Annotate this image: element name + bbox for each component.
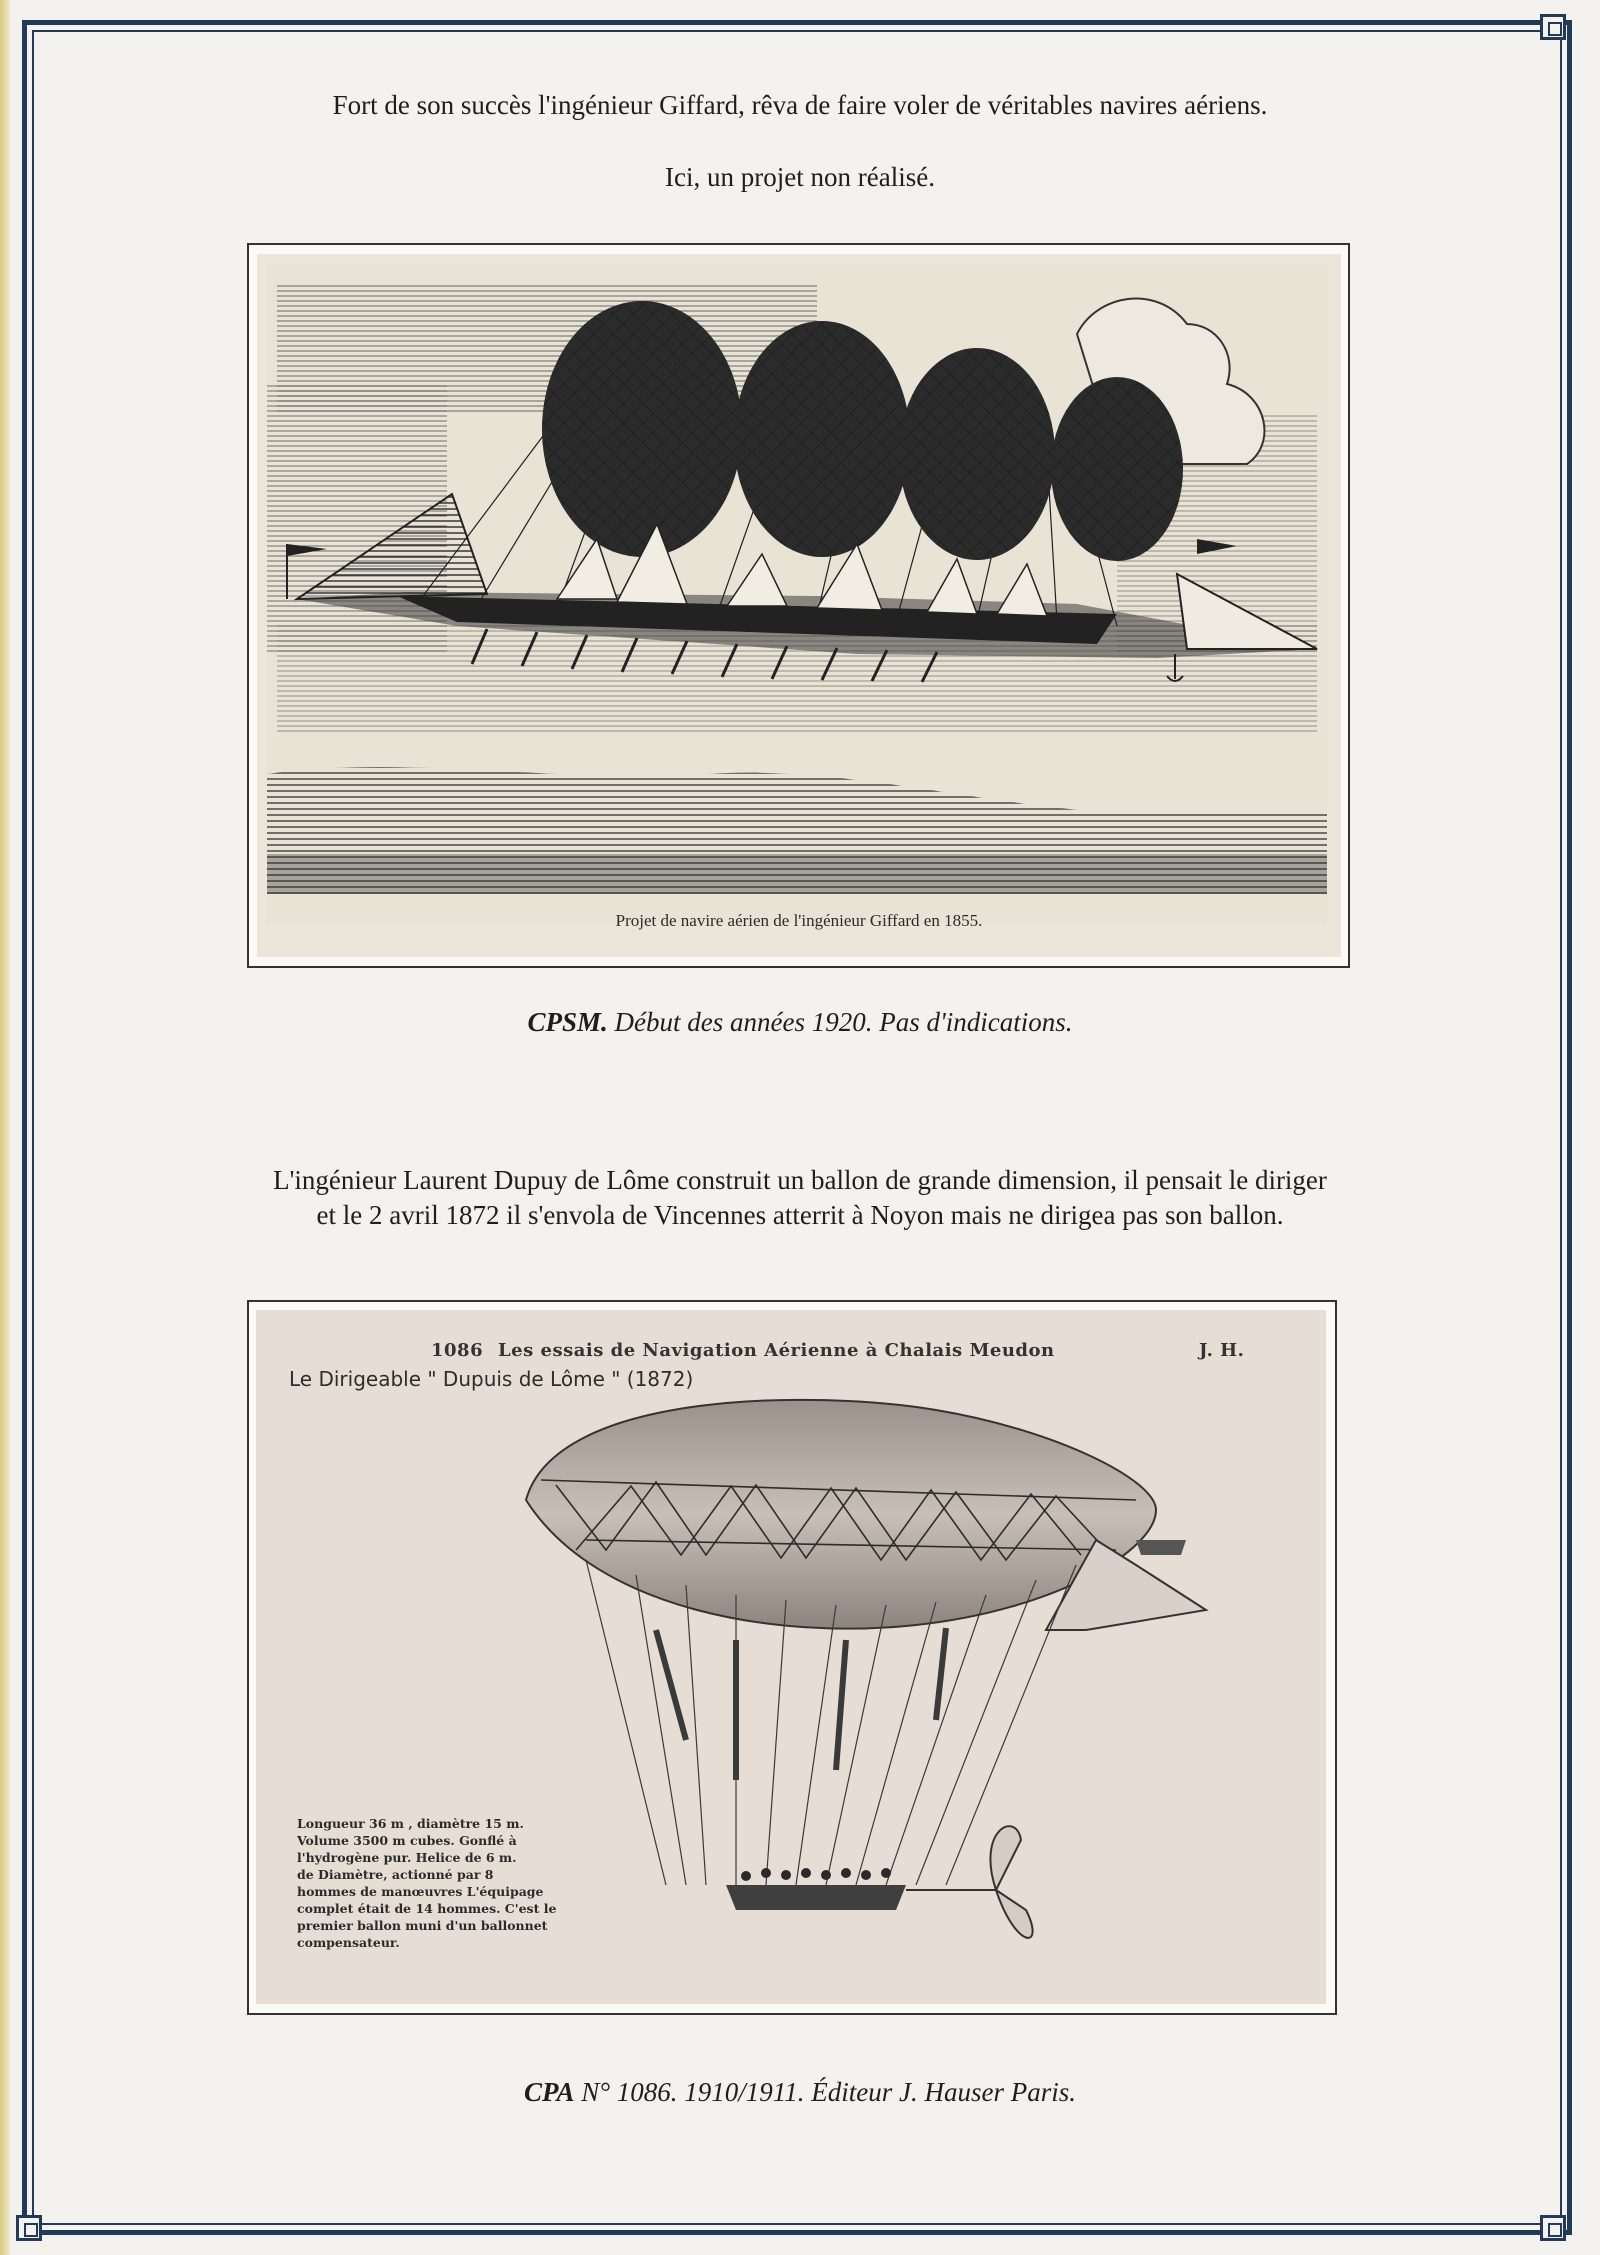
section1-intro-line1: Fort de son succès l'ingénieur Giffard, rêva de faire voler de véritables navires aériens. [332, 90, 1268, 120]
postcard1-giffard-airship [257, 254, 1341, 957]
description-line: premier ballon muni d'un ballonnet [297, 1918, 548, 1933]
postcard2-title: Le Dirigeable " Dupuis de Lôme " (1872) [289, 1367, 694, 1391]
frame-corner-ornament [16, 2215, 42, 2241]
postcard2-dupuy-de-lome [256, 1310, 1326, 2004]
description-line: hommes de manœuvres L'équipage [297, 1884, 544, 1899]
section1-intro-line2: Ici, un projet non réalisé. [665, 162, 935, 192]
postcard2-number: 1086 [431, 1340, 484, 1361]
frame-corner-ornament [1540, 14, 1566, 40]
postcard1-illustration [257, 254, 1341, 957]
postcard2-type: CPA [523, 2077, 575, 2107]
postcard2-description [0, 2077, 1600, 2108]
description-line: l'hydrogène pur. Helice de 6 m. [297, 1850, 517, 1865]
postcard2-details: N° 1086. 1910/1911. Éditeur J. Hauser Paris. [574, 2077, 1077, 2107]
postcard2-publisher-mark: J. H. [1199, 1340, 1245, 1361]
page-left-edge [0, 0, 10, 2255]
section2-intro-line2: et le 2 avril 1872 il s'envola de Vincennes atterrit à Noyon mais ne dirigea pas son ballon. [316, 1200, 1284, 1230]
description-line: Longueur 36 m , diamètre 15 m. [297, 1816, 524, 1831]
section2-intro-line1: L'ingénieur Laurent Dupuy de Lôme construit un ballon de grande dimension, il pensait le diriger [273, 1165, 1327, 1195]
description-line: complet était de 14 hommes. C'est le [297, 1901, 557, 1916]
postcard2-series: Les essais de Navigation Aérienne à Chalais Meudon [498, 1340, 1055, 1361]
postcard1-caption: Projet de navire aérien de l'ingénieur Giffard en 1855. [615, 911, 983, 930]
postcard1-details: Début des années 1920. Pas d'indications. [607, 1007, 1073, 1037]
frame-corner-ornament [1540, 2215, 1566, 2241]
postcard1-description [0, 1007, 1600, 1038]
postcard1-type: CPSM. [527, 1007, 608, 1037]
postcard2-description-block [297, 1815, 556, 1951]
description-line: de Diamètre, actionné par 8 [297, 1867, 494, 1882]
description-line: compensateur. [297, 1935, 400, 1950]
description-line: Volume 3500 m cubes. Gonflé à [297, 1833, 517, 1848]
